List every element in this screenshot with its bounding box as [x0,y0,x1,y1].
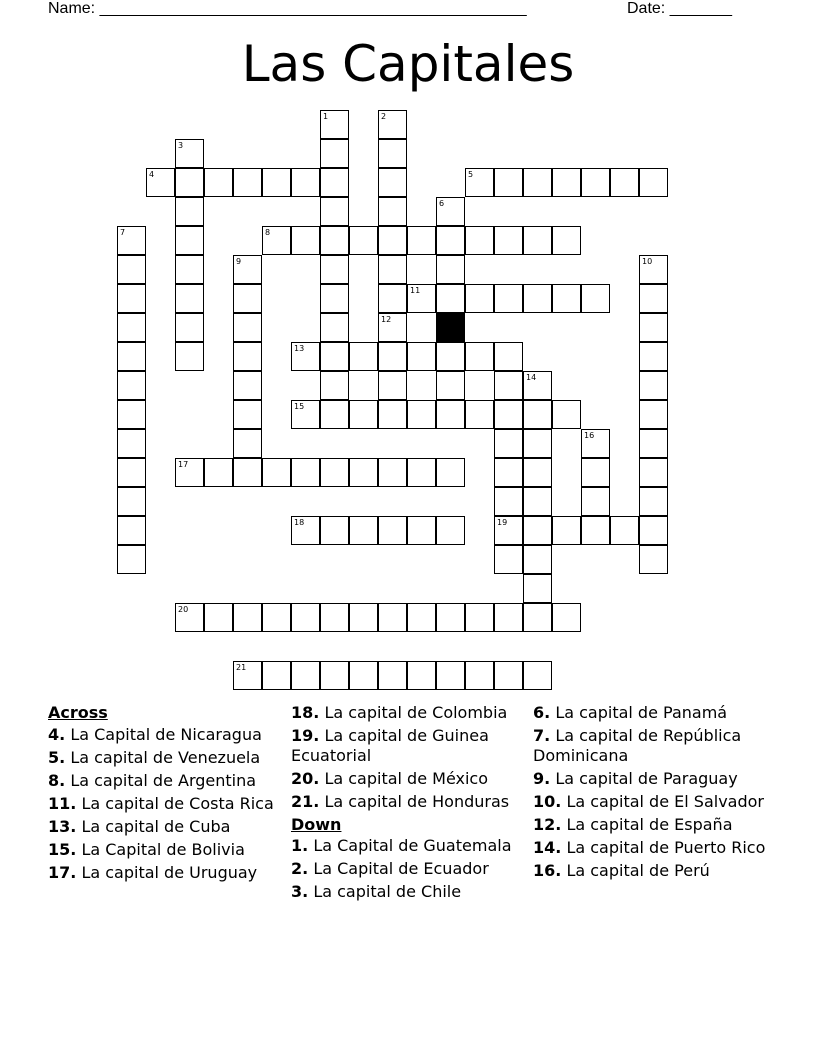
clue-down-10 [533,792,773,812]
clue-number-1: 1 [323,112,329,121]
grid-cell[interactable] [639,342,668,371]
grid-cell[interactable] [494,603,523,632]
grid-cell[interactable] [552,226,581,255]
grid-cell[interactable] [407,458,436,487]
grid-cell[interactable] [639,487,668,516]
grid-cell[interactable] [378,255,407,284]
clue-number-8: 8 [265,228,271,237]
clue-text: La capital de Cuba [81,816,231,836]
grid-cell[interactable] [407,603,436,632]
grid-cell[interactable] [523,458,552,487]
clue-number: 4. [48,724,66,744]
clue-down-12 [533,815,773,835]
grid-cell[interactable] [378,661,407,690]
clue-text: La capital de España [566,814,733,834]
grid-cell[interactable] [378,168,407,197]
grid-cell[interactable] [465,661,494,690]
grid-cell[interactable] [291,226,320,255]
grid-cell[interactable] [349,661,378,690]
grid-cell[interactable] [204,603,233,632]
grid-cell[interactable] [523,400,552,429]
grid-cell[interactable] [291,168,320,197]
clue-down-6 [533,703,773,723]
clue-number-15: 15 [294,402,305,411]
grid-cell[interactable] [233,400,262,429]
grid-cell[interactable] [523,226,552,255]
clue-number: 5. [48,747,66,767]
grid-cell[interactable] [610,516,639,545]
grid-cell[interactable] [639,429,668,458]
grid-cell[interactable] [436,458,465,487]
grid-cell[interactable] [378,603,407,632]
grid-cell[interactable] [291,661,320,690]
clue-number-10: 10 [642,257,653,266]
grid-cell[interactable] [204,458,233,487]
grid-cell[interactable] [117,516,146,545]
grid-cell[interactable] [378,516,407,545]
grid-cell[interactable] [204,168,233,197]
clue-number: 18. [291,703,320,722]
clue-number: 21. [291,791,320,811]
clue-text: La capital de Colombia [324,703,508,722]
clue-number-11: 11 [410,286,421,295]
grid-cell[interactable] [378,284,407,313]
grid-cell[interactable] [523,574,552,603]
clue-down-2 [291,859,516,879]
clue-number: 17. [48,862,77,882]
grid-cell[interactable] [639,284,668,313]
grid-cell[interactable] [494,545,523,574]
clue-across-19 [291,726,516,765]
grid-cell[interactable] [378,458,407,487]
grid-cell[interactable] [378,226,407,255]
clue-number: 19. [291,726,320,745]
clue-across-5 [48,748,280,768]
grid-cell[interactable] [378,197,407,226]
clue-text: La capital de Panamá [555,703,728,722]
grid-cell[interactable] [639,313,668,342]
grid-cell[interactable] [523,545,552,574]
grid-cell[interactable] [291,603,320,632]
clue-number-5: 5 [468,170,474,179]
grid-cell[interactable] [610,168,639,197]
clue-number-9: 9 [236,257,242,266]
grid-cell[interactable] [494,168,523,197]
clue-down-9 [533,769,773,789]
clue-text: La capital de Uruguay [81,862,258,882]
grid-cell[interactable] [117,487,146,516]
grid-cell[interactable] [523,168,552,197]
clue-number: 12. [533,814,562,834]
clue-across-18 [291,703,516,723]
grid-cell[interactable] [117,313,146,342]
grid-cell[interactable] [233,603,262,632]
clue-number-6: 6 [439,199,445,208]
grid-cell[interactable] [407,226,436,255]
grid-cell[interactable] [581,458,610,487]
grid-cell[interactable] [494,661,523,690]
clue-number: 6. [533,703,551,722]
clue-down-7 [533,726,773,765]
clue-text: La Capital de Ecuador [313,859,489,878]
grid-cell[interactable] [523,487,552,516]
clue-number-2: 2 [381,112,387,121]
grid-cell[interactable] [465,603,494,632]
grid-cell[interactable] [175,168,204,197]
grid-cell[interactable] [349,458,378,487]
grid-cell[interactable] [320,139,349,168]
grid-cell[interactable] [581,516,610,545]
clue-down-14 [533,838,773,858]
clue-number-21: 21 [236,663,247,672]
grid-cell[interactable] [320,168,349,197]
clue-text: La capital de México [324,768,489,788]
grid-cell[interactable] [349,342,378,371]
clue-number-16: 16 [584,431,595,440]
grid-cell[interactable] [349,400,378,429]
clue-across-13 [48,817,280,837]
grid-cell[interactable] [117,400,146,429]
grid-cell[interactable] [523,661,552,690]
grid-cell[interactable] [639,545,668,574]
clue-across-21 [291,792,516,812]
grid-cell[interactable] [523,284,552,313]
grid-cell[interactable] [233,429,262,458]
clue-number-13: 13 [294,344,305,353]
clue-text: La capital de Honduras [324,791,510,811]
clue-number-12: 12 [381,315,392,324]
grid-cell[interactable] [320,458,349,487]
clue-number: 1. [291,836,309,855]
clue-across-17 [48,863,280,883]
grid-cell[interactable] [320,226,349,255]
down-heading: Down [291,814,342,834]
clue-number: 8. [48,770,66,790]
grid-cell[interactable] [233,313,262,342]
clue-number-18: 18 [294,518,305,527]
clue-number-20: 20 [178,605,189,614]
grid-cell[interactable] [320,313,349,342]
clue-text: La Capital de Guatemala [313,836,512,855]
grid-cell[interactable] [320,255,349,284]
clue-number: 11. [48,793,77,813]
grid-cell[interactable] [581,284,610,313]
clue-down-1 [291,836,516,856]
clue-text: La capital de Chile [313,882,462,901]
grid-cell[interactable] [320,284,349,313]
clue-text: La Capital de Nicaragua [70,724,262,744]
name-field-label: Name: ________________________________________________ [48,0,527,17]
grid-cell[interactable] [436,226,465,255]
grid-cell[interactable] [175,284,204,313]
clue-across-11 [48,794,280,814]
grid-cell[interactable] [436,371,465,400]
clue-text: La capital de Puerto Rico [566,837,766,857]
grid-cell[interactable] [349,516,378,545]
grid-cell[interactable] [494,371,523,400]
grid-cell[interactable] [117,284,146,313]
grid-cell[interactable] [117,255,146,284]
grid-cell[interactable] [436,342,465,371]
grid-cell[interactable] [494,284,523,313]
page-title: Las Capitales [241,35,575,93]
grid-cell[interactable] [436,255,465,284]
grid-cell[interactable] [262,661,291,690]
grid-cell[interactable] [117,458,146,487]
clue-number-14: 14 [526,373,537,382]
date-field-label: Date: _______ [627,0,732,17]
grid-cell[interactable] [117,371,146,400]
grid-cell[interactable] [378,400,407,429]
grid-cell[interactable] [175,226,204,255]
clue-text: La capital de Costa Rica [81,793,274,813]
grid-cell[interactable] [117,342,146,371]
clue-text: La capital de Venezuela [70,747,261,767]
grid-cell[interactable] [552,284,581,313]
grid-cell[interactable] [436,400,465,429]
clue-text: La capital de El Salvador [566,791,764,811]
grid-cell[interactable] [233,342,262,371]
clue-across-15 [48,840,280,860]
clue-number: 20. [291,768,320,788]
grid-cell[interactable] [639,168,668,197]
grid-cell[interactable] [581,487,610,516]
clue-text: La capital de República Dominicana [533,726,742,765]
grid-cell[interactable] [320,371,349,400]
grid-cell[interactable] [465,342,494,371]
grid-cell[interactable] [349,603,378,632]
clue-across-4 [48,725,280,745]
grid-cell[interactable] [320,661,349,690]
grid-cell[interactable] [378,139,407,168]
grid-cell[interactable] [175,255,204,284]
grid-cell[interactable] [494,400,523,429]
clue-number: 2. [291,859,309,878]
grid-cell[interactable] [175,313,204,342]
grid-cell[interactable] [320,400,349,429]
grid-cell[interactable] [639,458,668,487]
grid-cell[interactable] [494,342,523,371]
grid-cell[interactable] [639,516,668,545]
grid-cell[interactable] [262,603,291,632]
grid-cell[interactable] [552,603,581,632]
grid-cell[interactable] [552,400,581,429]
grid-cell[interactable] [233,458,262,487]
black-cell [436,313,465,342]
grid-cell[interactable] [436,516,465,545]
grid-cell[interactable] [523,516,552,545]
grid-cell[interactable] [378,371,407,400]
across-heading: Across [48,703,108,722]
grid-cell[interactable] [639,400,668,429]
clue-text: La Capital de Bolivia [81,839,245,859]
clue-down-3 [291,882,516,902]
clue-text: La capital de Paraguay [555,768,738,788]
clue-number: 9. [533,768,551,788]
clue-number-4: 4 [149,170,155,179]
grid-cell[interactable] [233,284,262,313]
grid-cell[interactable] [407,661,436,690]
grid-cell[interactable] [407,400,436,429]
grid-cell[interactable] [523,429,552,458]
clue-column-1 [48,703,280,886]
clue-text: La capital de Guinea Ecuatorial [291,726,489,765]
grid-cell[interactable] [639,371,668,400]
grid-cell[interactable] [175,197,204,226]
grid-cell[interactable] [581,168,610,197]
clue-column-2 [291,703,516,905]
grid-cell[interactable] [117,429,146,458]
grid-cell[interactable] [494,487,523,516]
grid-cell[interactable] [494,458,523,487]
grid-cell[interactable] [291,458,320,487]
grid-cell[interactable] [465,226,494,255]
clue-number: 13. [48,816,77,836]
grid-cell[interactable] [552,516,581,545]
grid-cell[interactable] [523,603,552,632]
grid-cell[interactable] [407,516,436,545]
across-clues-1 [48,725,280,883]
grid-cell[interactable] [320,342,349,371]
grid-cell[interactable] [175,342,204,371]
grid-cell[interactable] [378,342,407,371]
clue-text: La capital de Argentina [70,770,257,790]
grid-cell[interactable] [494,226,523,255]
grid-cell[interactable] [465,400,494,429]
clue-number: 10. [533,791,562,811]
clue-number: 7. [533,726,551,745]
grid-cell[interactable] [320,603,349,632]
clue-number-7: 7 [120,228,126,237]
clue-text: La capital de Perú [566,860,710,880]
clue-across-8 [48,771,280,791]
clue-number-17: 17 [178,460,189,469]
grid-cell[interactable] [262,458,291,487]
clue-number: 15. [48,839,77,859]
grid-cell[interactable] [233,168,262,197]
grid-cell[interactable] [407,342,436,371]
grid-cell[interactable] [117,545,146,574]
clue-number-3: 3 [178,141,184,150]
clue-across-20 [291,769,516,789]
grid-cell[interactable] [465,284,494,313]
grid-cell[interactable] [262,168,291,197]
grid-cell[interactable] [494,429,523,458]
clue-number: 16. [533,860,562,880]
grid-cell[interactable] [349,226,378,255]
clue-number: 3. [291,882,309,901]
grid-cell[interactable] [320,197,349,226]
grid-cell[interactable] [552,168,581,197]
clue-column-3 [533,703,773,884]
grid-cell[interactable] [436,284,465,313]
grid-cell[interactable] [436,603,465,632]
grid-cell[interactable] [320,516,349,545]
grid-cell[interactable] [436,661,465,690]
clue-number-19: 19 [497,518,508,527]
clue-down-16 [533,861,773,881]
clue-number: 14. [533,837,562,857]
grid-cell[interactable] [233,371,262,400]
